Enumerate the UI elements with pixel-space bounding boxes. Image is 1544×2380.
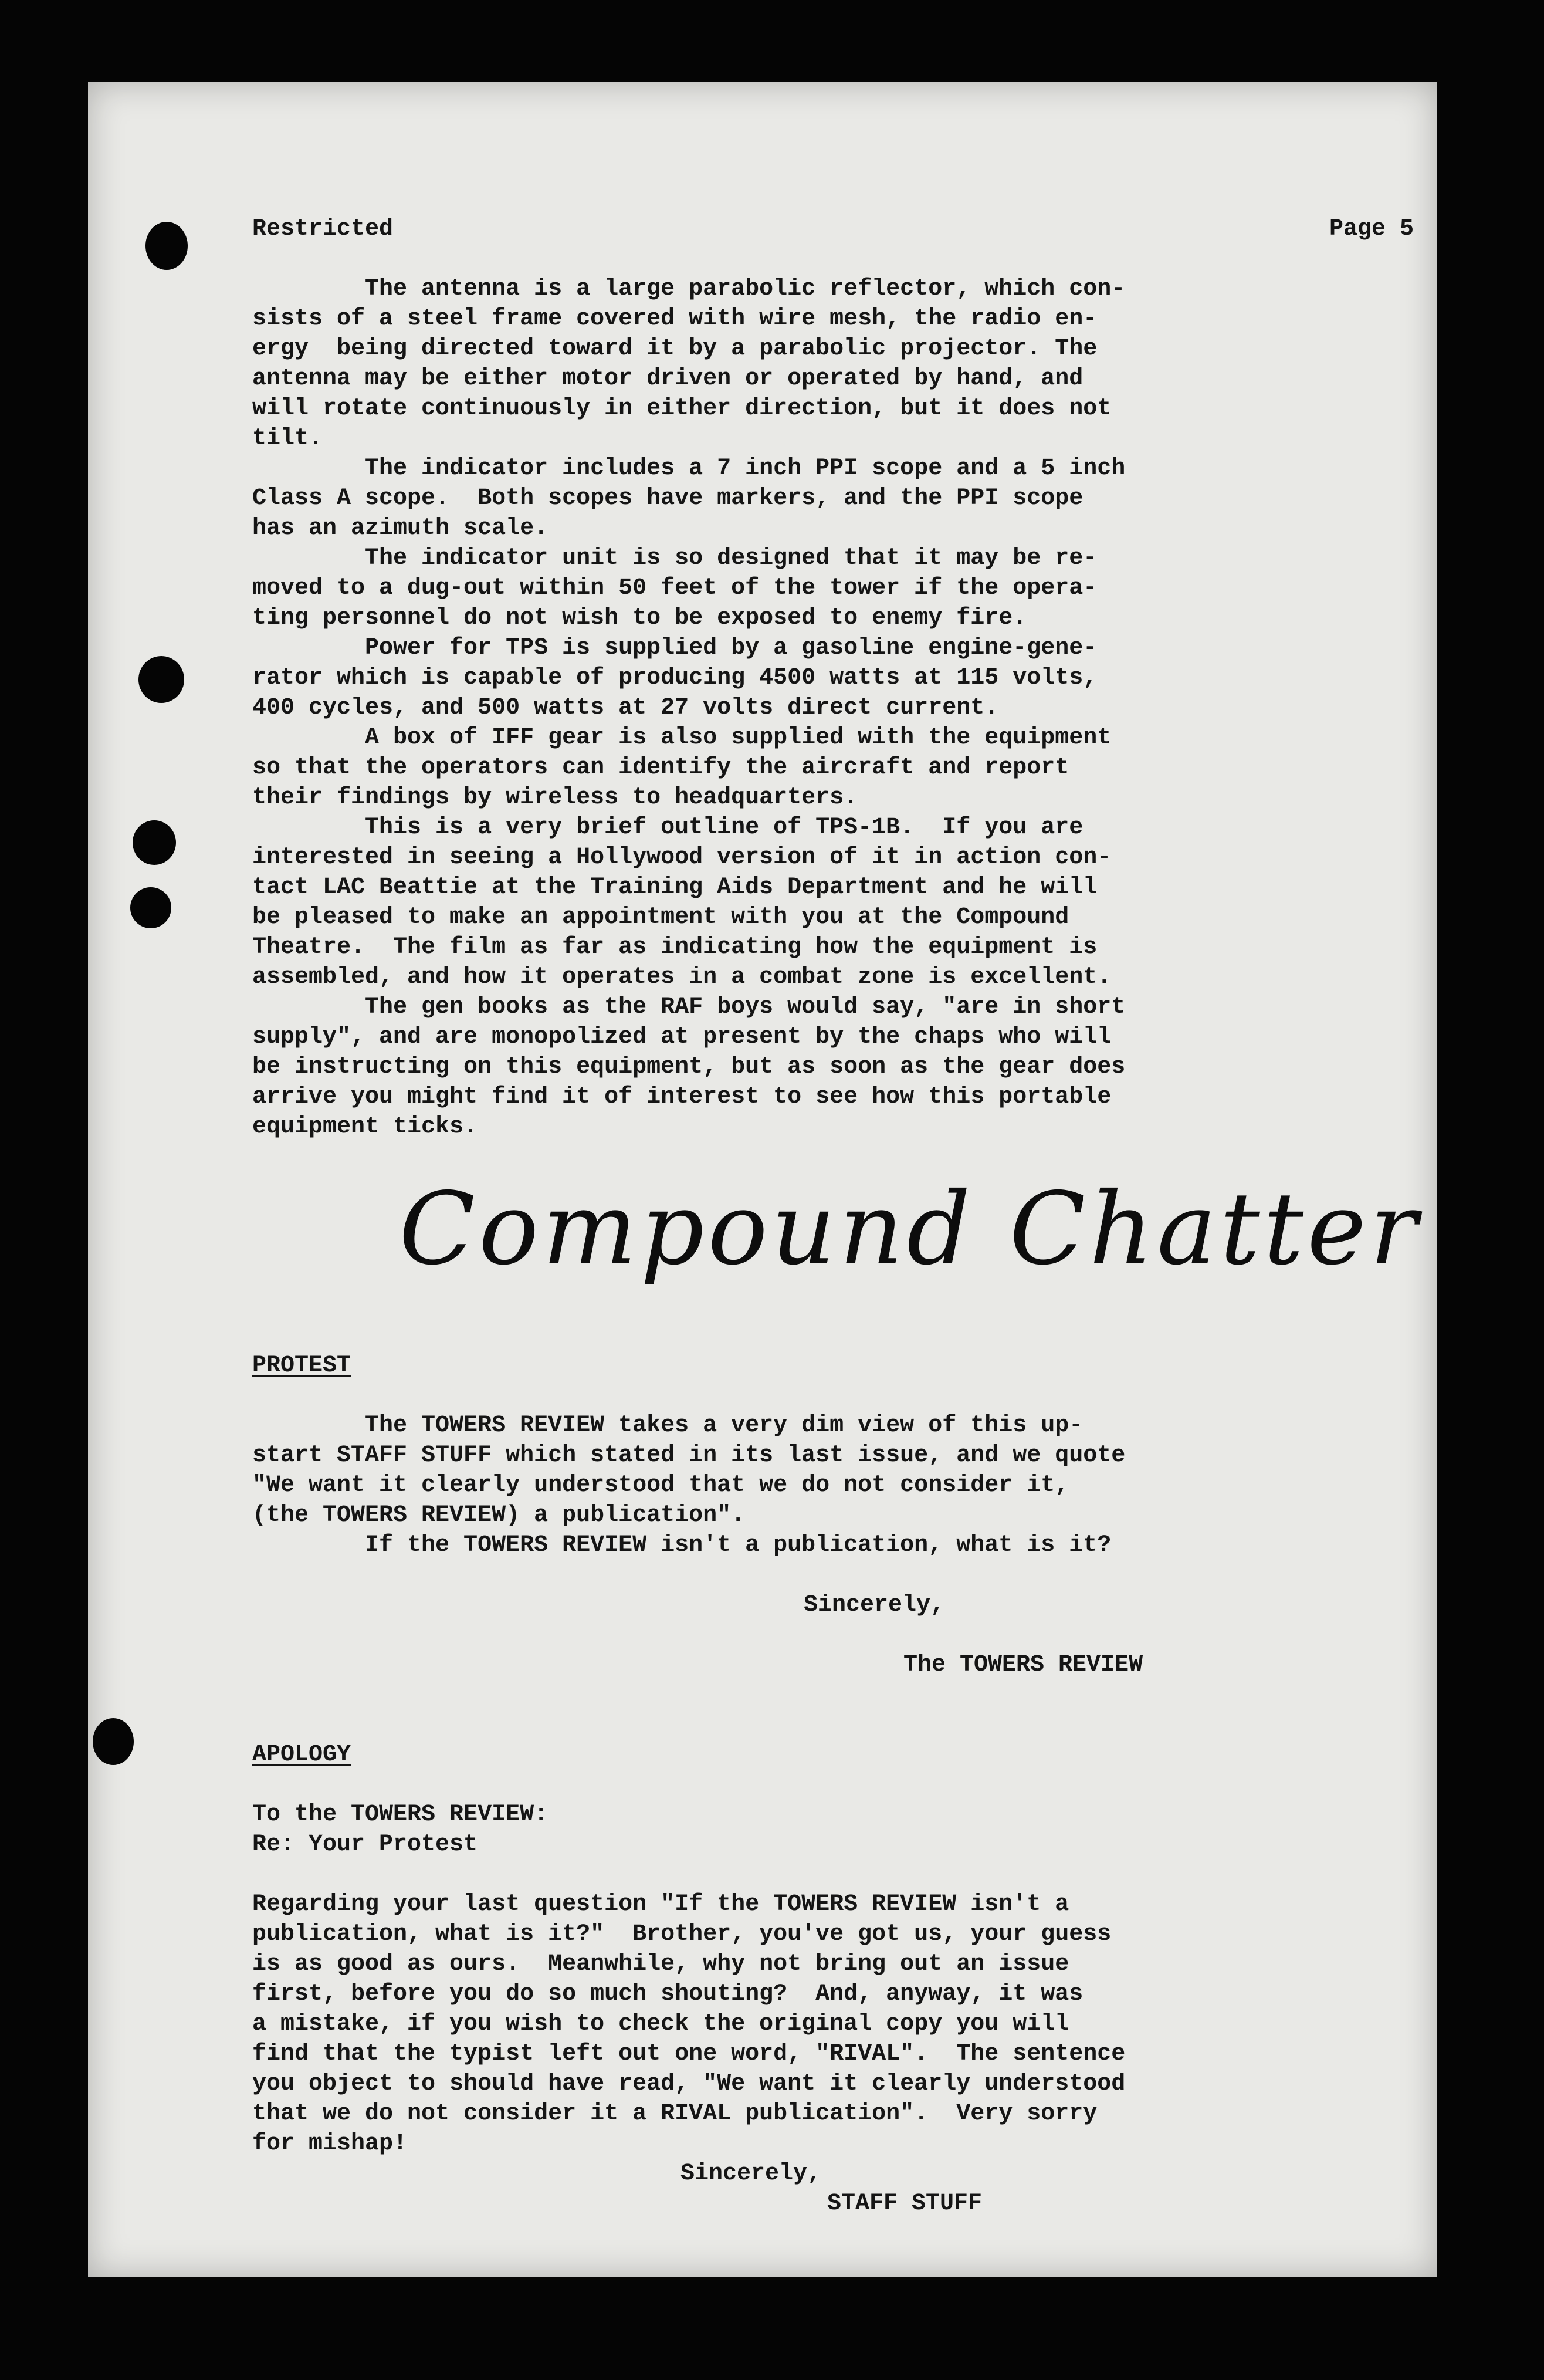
restricted-label: Restricted bbox=[252, 216, 394, 242]
binder-hole bbox=[93, 1718, 134, 1765]
protest-closing: Sincerely, bbox=[804, 1592, 945, 1618]
page-header bbox=[252, 214, 1414, 244]
paragraph-gen-books: The gen books as the RAF boys would say, "are in short supply", and are monopolized at present by the chaps who will be instructing on this equipment, but as soon as the gear does arrive you might find it of interest to see how this portable equipment ticks. bbox=[252, 994, 1126, 1140]
paragraph-iff: A box of IFF gear is also supplied with the equipment so that the operators can identify the aircraft and report their findings by wireless to headquarters. bbox=[252, 725, 1112, 811]
paragraph-outline: This is a very brief outline of TPS-1B. If you are interested in seeing a Hollywood version of it in action con- tact LAC Beattie at the Training Aids Department and he will be pleased to make an appointment with you at the Compound Theatre. The film as far as indicating how the equipment is assembled, and how it operates in a combat zone is excellent. bbox=[252, 814, 1112, 990]
binder-hole bbox=[138, 656, 184, 703]
paragraph-indicator-unit: The indicator unit is so designed that it may be re- moved to a dug-out within 50 feet of the tower if the opera- ting personnel do not wish to be exposed to enemy fire. bbox=[252, 545, 1098, 631]
apology-heading: APOLOGY bbox=[252, 1742, 351, 1768]
section-title: Compound Chatter bbox=[399, 1171, 1421, 1287]
paragraph-antenna: The antenna is a large parabolic reflector, which con- sists of a steel frame covered with wire mesh, the radio en- ergy being directed toward it by a parabolic projector. The antenna may be either motor driven or operated by hand, and will rotate continuously in either direction, but it does not tilt. bbox=[252, 276, 1126, 452]
protest-signature: The TOWERS REVIEW bbox=[903, 1652, 1143, 1678]
page-number: Page 5 bbox=[1329, 216, 1414, 242]
protest-body: The TOWERS REVIEW takes a very dim view of this up- start STAFF STUFF which stated in its last issue, and we quote "We want it clearly understood that we do not consider it, (the TOWERS REVIEW) a publication". If the TOWERS REVIEW isn't a publication, what is it? bbox=[252, 1412, 1126, 1559]
typed-text bbox=[252, 214, 1426, 2219]
apology-signature: STAFF STUFF bbox=[827, 2190, 983, 2217]
protest-heading: PROTEST bbox=[252, 1353, 351, 1379]
apology-body: Regarding your last question "If the TOWERS REVIEW isn't a publication, what is it?" Brother, you've got us, your guess is as good as ours. Meanwhile, why not bring out an issue first, before you do so much shouting? And, anyway, it was a mistake, if you wish to check the original copy you will find that the typist left out one word, "RIVAL". The sentence you object to should have read, "We want it clearly understood that we do not consider it a RIVAL publication". Very sorry for mishap! bbox=[252, 1891, 1126, 2157]
paragraph-indicator: The indicator includes a 7 inch PPI scope and a 5 inch Class A scope. Both scopes have markers, and the PPI scope has an azimuth scale. bbox=[252, 455, 1126, 542]
paragraph-power: Power for TPS is supplied by a gasoline engine-gene- rator which is capable of producing 4500 watts at 115 volts, 400 cycles, and 500 watts at 27 volts direct current. bbox=[252, 635, 1098, 721]
apology-closing: Sincerely, bbox=[680, 2161, 822, 2187]
binder-hole bbox=[145, 222, 188, 270]
binder-hole bbox=[133, 820, 176, 865]
apology-address: To the TOWERS REVIEW: Re: Your Protest bbox=[252, 1801, 548, 1858]
binder-hole bbox=[130, 887, 171, 928]
